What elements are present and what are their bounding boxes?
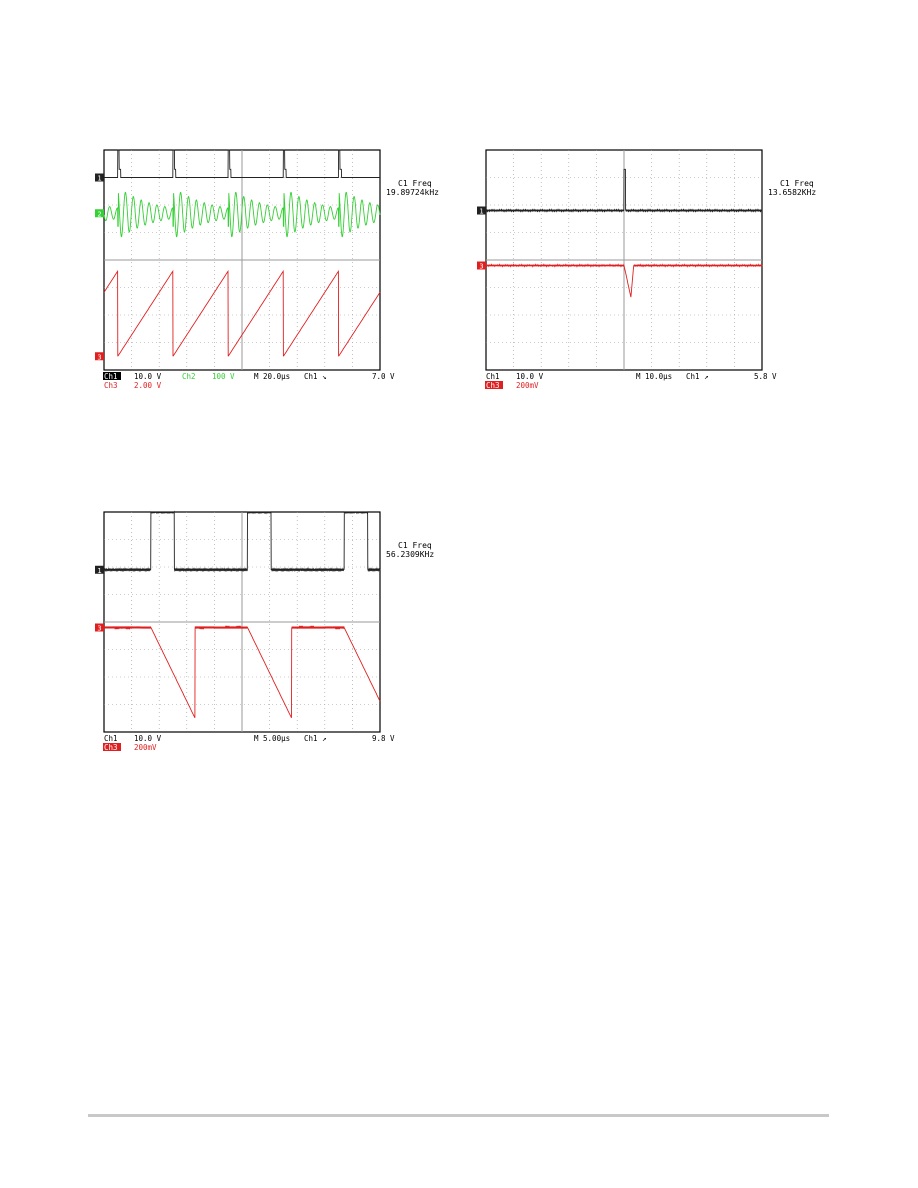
settings-text: Ch3 (104, 381, 118, 390)
settings-text: 10.0 V (134, 372, 162, 381)
settings-text: Ch1 ↗ (686, 372, 709, 381)
channel-marker-1 (95, 566, 104, 575)
settings-text: 2.00 V (134, 381, 162, 390)
settings-text: Ch3 (486, 381, 500, 390)
svg-text:19.89724kHz: 19.89724kHz (386, 188, 439, 197)
svg-text:C1 Freq: C1 Freq (398, 541, 432, 550)
svg-text:C1 Freq: C1 Freq (780, 179, 814, 188)
svg-text:3: 3 (479, 262, 484, 271)
settings-text: Ch3 (104, 743, 118, 752)
svg-text:1: 1 (97, 174, 102, 183)
svg-text:3: 3 (97, 353, 102, 362)
frequency-readout (386, 179, 439, 197)
footer-divider (88, 1114, 829, 1117)
settings-text: Ch1 ↗ (304, 734, 327, 743)
channel-marker-3 (95, 352, 104, 361)
channel-marker-2 (95, 209, 104, 218)
settings-text: 7.0 V (372, 372, 395, 381)
svg-text:56.2309KHz: 56.2309KHz (386, 550, 435, 559)
svg-text:13.6582KHz: 13.6582KHz (768, 188, 817, 197)
settings-text: 10.0 V (516, 372, 544, 381)
settings-text: 200mV (134, 743, 157, 752)
settings-text: M 20.0µs (254, 372, 291, 381)
scope-capture-2 (479, 150, 831, 400)
scope-capture-1 (97, 150, 449, 400)
svg-text:3: 3 (97, 624, 102, 633)
settings-text: 10.0 V (134, 734, 162, 743)
oscilloscope-display-3 (97, 512, 449, 762)
settings-text: Ch1 (104, 372, 118, 381)
oscilloscope-display-1 (97, 150, 449, 400)
svg-text:2: 2 (97, 210, 102, 219)
settings-text: 5.8 V (754, 372, 777, 381)
settings-text: Ch1 (104, 734, 118, 743)
settings-text: 9.8 V (372, 734, 395, 743)
oscilloscope-display-2 (479, 150, 831, 400)
scope-capture-3 (97, 512, 449, 762)
svg-text:C1 Freq: C1 Freq (398, 179, 432, 188)
channel-marker-3 (477, 262, 486, 271)
settings-text: M 5.00µs (254, 734, 291, 743)
settings-text: 100 V (212, 372, 235, 381)
svg-text:1: 1 (479, 207, 484, 216)
svg-text:1: 1 (97, 566, 102, 575)
channel-marker-1 (477, 207, 486, 216)
settings-text: 200mV (516, 381, 539, 390)
settings-text: Ch1 ↘ (304, 372, 327, 381)
channel-marker-1 (95, 174, 104, 183)
settings-text: Ch1 (486, 372, 500, 381)
settings-text: M 10.0µs (636, 372, 673, 381)
channel-marker-3 (95, 624, 104, 633)
settings-text: Ch2 (182, 372, 196, 381)
frequency-readout (386, 541, 434, 559)
frequency-readout (768, 179, 816, 197)
